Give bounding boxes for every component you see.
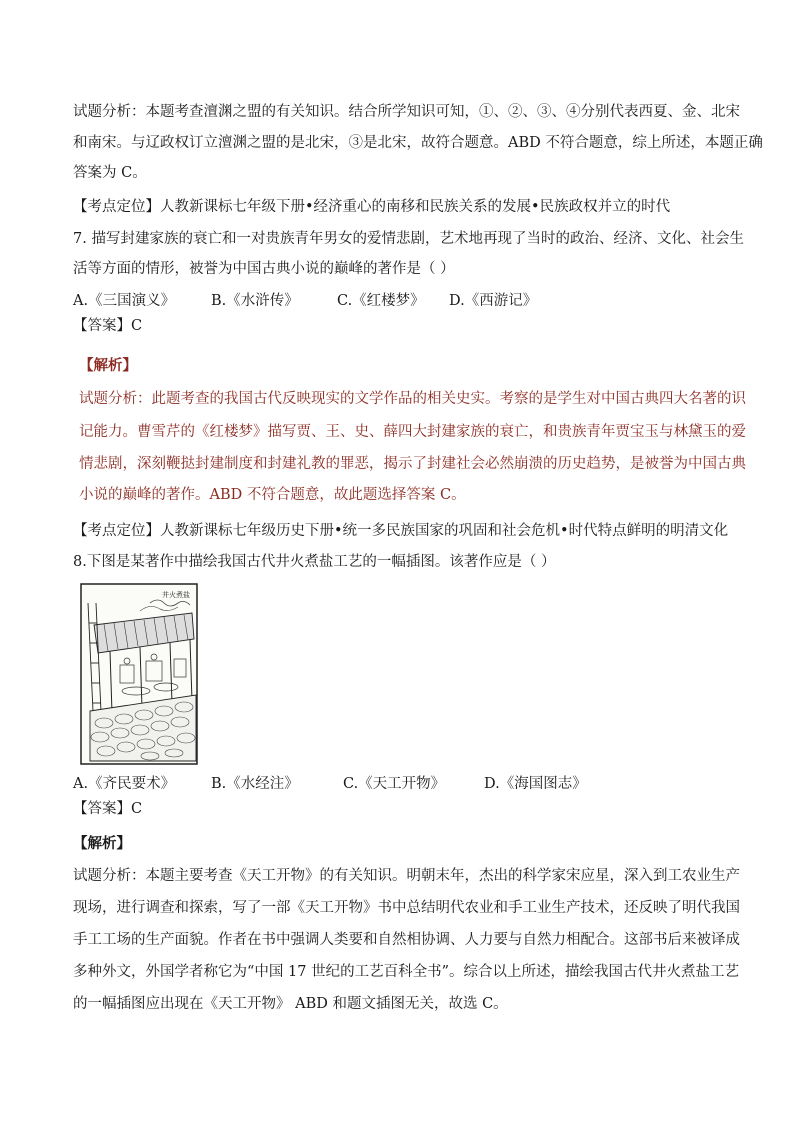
q7-analysis-line-4: 小说的巅峰的著作。ABD 不符合题意，故此题选择答案 C。 <box>79 487 466 503</box>
q7-jiexi-heading: 【解析】 <box>79 357 137 374</box>
q7-stem-line-1: 7. 描写封建家族的衰亡和一对贵族青年男女的爱情悲剧，艺术地再现了当时的政治、经济、文化、社会生 <box>73 231 744 247</box>
q6-analysis-line-3: 答案为 C。 <box>73 165 147 181</box>
q7-kaodian: 【考点定位】人教新课标七年级历史下册•统一多民族国家的巩固和社会危机•时代特点鲜明的明清文化 <box>73 523 729 539</box>
q8-jiexi-heading: 【解析】 <box>73 835 131 852</box>
q7-analysis-line-1: 试题分析：此题考查的我国古代反映现实的文学作品的相关史实。考察的是学生对中国古典四大名著的识 <box>79 391 746 407</box>
q8-option-b: B.《水经注》 <box>211 776 299 792</box>
q8-option-c: C.《天工开物》 <box>343 776 446 792</box>
q8-analysis-line-1: 试题分析：本题主要考查《天工开物》的有关知识。明朝末年，杰出的科学家宋应星，深入到工农业生产 <box>73 868 740 884</box>
q8-analysis-line-5: 的一幅插图应出现在《天工开物》 ABD 和题文插图无关，故选 C。 <box>73 996 508 1012</box>
q8-answer: 【答案】C <box>73 801 143 817</box>
q7-analysis-line-3: 情悲剧，深刻鞭挞封建制度和封建礼教的罪恶，揭示了封建社会必然崩溃的历史趋势，是被誉为中国古典 <box>79 456 746 472</box>
q7-option-b: B.《水浒传》 <box>211 293 299 309</box>
q7-option-d: D.《西游记》 <box>449 293 538 309</box>
q6-analysis-line-1: 试题分析：本题考查澶渊之盟的有关知识。结合所学知识可知，①、②、③、④分别代表西夏、金、北宋 <box>73 104 740 120</box>
q7-option-c: C.《红楼梦》 <box>337 293 425 309</box>
illustration-caption: 井火煮盐 <box>162 591 190 599</box>
q8-analysis-line-2: 现场，进行调查和探索，写了一部《天工开物》书中总结明代农业和手工业生产技术，还反映了明代我国 <box>73 900 740 916</box>
q8-analysis-line-4: 多种外文，外国学者称它为“中国 17 世纪的工艺百科全书”。综合以上所述，描绘我国古代井火煮盐工艺 <box>73 964 739 980</box>
q7-answer: 【答案】C <box>73 318 143 334</box>
q8-analysis-line-3: 手工工场的生产面貌。作者在书中强调人类要和自然相协调、人力要与自然力相配合。这部书后来被译成 <box>73 932 740 948</box>
q8-option-d: D.《海国图志》 <box>484 776 587 792</box>
q6-analysis-line-2: 和南宋。与辽政权订立澶渊之盟的是北宋，③是北宋，故符合题意。ABD 不符合题意，综上所述，本题正确 <box>73 135 763 151</box>
q7-stem-line-2: 活等方面的情形，被誉为中国古典小说的巅峰的著作是（ ） <box>73 261 455 277</box>
q7-analysis-line-2: 记能力。曹雪芹的《红楼梦》描写贾、王、史、薛四大封建家族的衰亡，和贵族青年贾宝玉与林黛玉的爱 <box>79 424 746 440</box>
q8-stem: 8.下图是某著作中描绘我国古代井火煮盐工艺的一幅插图。该著作应是（ ） <box>73 554 556 570</box>
q7-option-a: A.《三国演义》 <box>73 293 176 309</box>
q6-kaodian: 【考点定位】人教新课标七年级下册•经济重心的南移和民族关系的发展•民族政权并立的时代 <box>73 199 671 215</box>
well-fire-salt-boiling-illustration <box>80 583 198 765</box>
q8-option-a: A.《齐民要术》 <box>73 776 176 792</box>
